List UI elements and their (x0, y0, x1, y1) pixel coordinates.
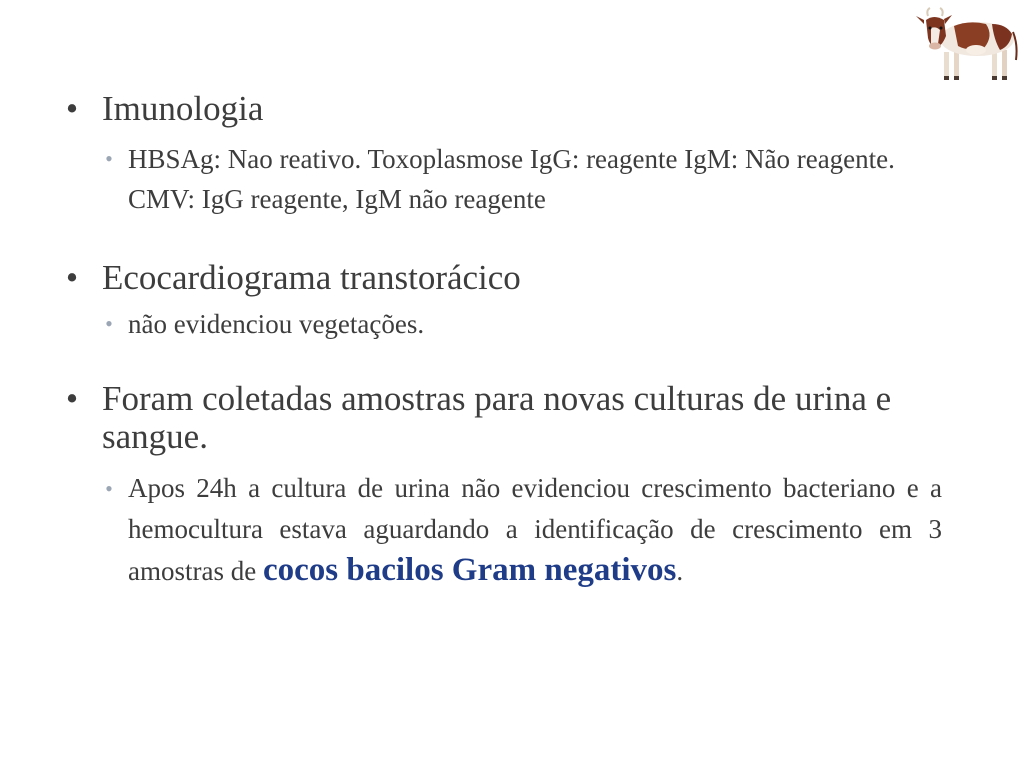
sub-bullet-ecocardiograma (102, 304, 942, 344)
bullet-text: Ecocardiograma transtorácico (102, 258, 521, 297)
bullet-culturas (62, 380, 942, 456)
bullet-ecocardiograma (62, 257, 942, 298)
bullet-text: Imunologia (102, 89, 264, 128)
bullet-text: Foram coletadas amostras para novas culturas de urina e sangue. (102, 379, 892, 456)
bullet-glyph: • (65, 89, 79, 128)
sub-bullet-culturas (102, 468, 942, 592)
bullet-imunologia (62, 88, 942, 129)
bullet-glyph: • (65, 258, 79, 297)
sub-bullet-text: Apos 24h a cultura de urina não evidenciou crescimento bacteriano e a hemocultura estava aguardando a identificação de crescimento em 3 amostras de (128, 473, 942, 586)
sub-bullet-glyph: • (105, 476, 113, 501)
cow-icon (914, 6, 1020, 82)
sub-bullet-text: não evidenciou vegetações. (128, 309, 425, 339)
sub-bullet-suffix: . (676, 556, 684, 586)
highlight-text: cocos bacilos Gram negativos (262, 552, 677, 588)
sub-bullet-text: HBSAg: Nao reativo. Toxoplasmose IgG: reagente IgM: Não reagente. CMV: IgG reagente, IgM não reagente (128, 144, 895, 214)
sub-bullet-imunologia (102, 139, 942, 219)
sub-bullet-glyph: • (105, 146, 113, 171)
slide-content (62, 88, 942, 592)
sub-bullet-glyph: • (105, 311, 113, 336)
bullet-glyph: • (65, 379, 79, 418)
